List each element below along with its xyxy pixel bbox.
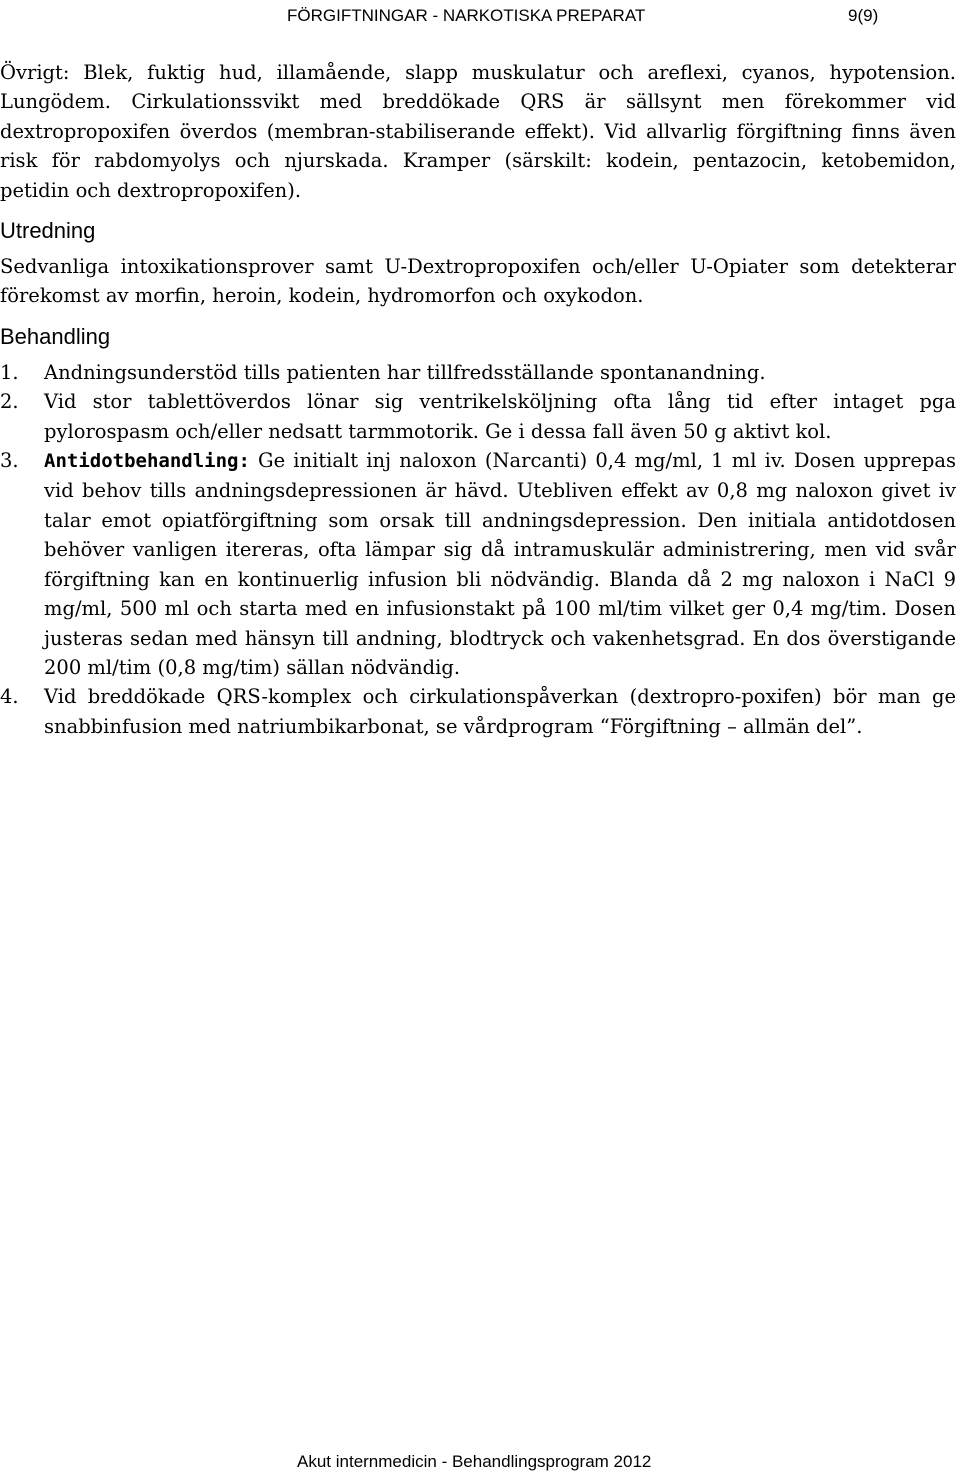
item-number: 2. bbox=[0, 390, 19, 414]
page-number: 9(9) bbox=[848, 6, 879, 25]
item-lead: Antidotbehandling: bbox=[44, 450, 250, 473]
page-header bbox=[0, 6, 960, 28]
treatment-item-4 bbox=[0, 682, 956, 741]
behandling-heading: Behandling bbox=[0, 323, 111, 349]
header-title: FÖRGIFTNINGAR - NARKOTISKA PREPARAT bbox=[287, 6, 646, 25]
treatment-item-1 bbox=[0, 358, 956, 387]
treatment-list bbox=[0, 358, 956, 741]
item-number: 1. bbox=[0, 360, 19, 384]
intro-paragraph: Övrigt: Blek, fuktig hud, illamående, slapp muskulatur och areflexi, cyanos, hypotension. Lungödem. Cirkulationssvikt med breddökade QRS är sällsynt men förekommer vid dextropropoxifen överdos (membran-stabiliserande effekt). Vid allvarlig förgiftning finns även risk för rabdomyolys och njurskada. Kramper (särskilt: kodein, pentazocin, ketobemidon, petidin och dextropropoxifen). bbox=[0, 61, 956, 202]
item-text: Vid stor tablettöverdos lönar sig ventrikelsköljning ofta lång tid efter intaget pga pylorospasm och/eller nedsatt tarmmotorik. Ge i dessa fall även 50 g aktivt kol. bbox=[44, 390, 956, 443]
item-text: Vid breddökade QRS-komplex och cirkulationspåverkan (dextropro-poxifen) bör man ge snabbinfusion med natriumbikarbonat, se vårdprogram “Förgiftning – allmän del”. bbox=[44, 685, 956, 738]
treatment-item-3 bbox=[0, 446, 956, 682]
item-number: 4. bbox=[0, 685, 19, 709]
item-number: 3. bbox=[0, 449, 19, 473]
utredning-paragraph: Sedvanliga intoxikationsprover samt U-Dextropropoxifen och/eller U-Opiater som detekterar förekomst av morfin, heroin, kodein, hydromorfon och oxykodon. bbox=[0, 255, 956, 308]
item-text: Ge initialt inj naloxon (Narcanti) 0,4 mg/ml, 1 ml iv. Dosen upprepas vid behov tills andningsdepressionen är hävd. Utebliven effekt av 0,8 mg naloxon givet iv talar emot opiatförgiftning som orsak till andningsdepression. Den initiala antidotdosen behöver vanligen itereras, ofta lämpar sig då intramuskulär administrering, men vid svår förgiftning kan en kontinuerlig infusion bli nödvändig. Blanda då 2 mg naloxon i NaCl 9 mg/ml, 500 ml och starta med en infusionstakt på 100 ml/tim vilket ger 0,4 mg/tim. Dosen justeras sedan med hänsyn till andning, blodtryck och vakenhetsgrad. En dos överstigande 200 ml/tim (0,8 mg/tim) sällan nödvändig. bbox=[44, 449, 956, 679]
item-text: Andningsunderstöd tills patienten har tillfredsställande spontanandning. bbox=[44, 360, 766, 384]
document-body bbox=[0, 58, 956, 741]
page-footer: Akut internmedicin - Behandlingsprogram 2012 bbox=[297, 1452, 652, 1471]
utredning-heading: Utredning bbox=[0, 218, 96, 244]
treatment-item-2 bbox=[0, 387, 956, 446]
